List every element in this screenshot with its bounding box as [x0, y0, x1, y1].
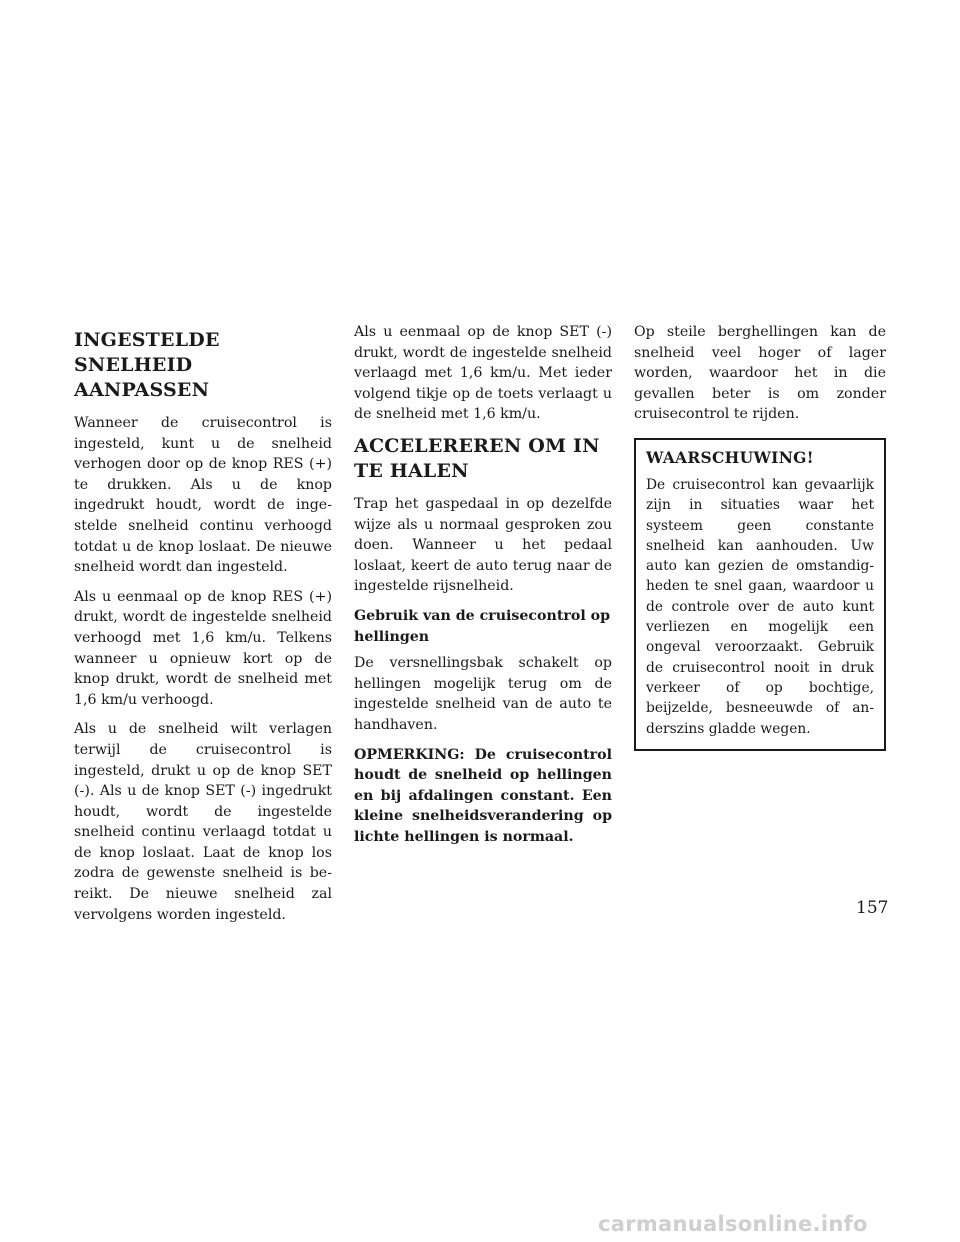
subheading-hills: Gebruik van de cruisecontrol op hellingen [354, 607, 611, 645]
paragraph: Wanneer de cruisecontrol is ingesteld, kunt u de snelheid verhogen door op de knop RES (+) te drukken. Als u de knop ingedrukt houdt, wordt de ingestelde snelheid continu verhoogd totdat u de knop loslaat. De nieuwe snelheid wordt dan ingesteld. [74, 415, 332, 576]
paragraph: Als u eenmaal op de knop SET (-) drukt, wordt de ingestelde snelheid verlaagd met 1,6 km/u. Met ieder volgend tikje op de toets verlaagt u de snelheid met 1,6 km/u. [354, 324, 612, 423]
warning-title: WAARSCHUWING! [646, 447, 814, 467]
warning-box [634, 438, 886, 751]
section-heading-adjust-speed: INGESTELDE SNELHEID AANPASSEN [74, 329, 220, 401]
watermark: carmanualsonline.info [598, 1212, 868, 1236]
paragraph: De versnellingsbak schakelt op hellingen mogelijk terug om de ingestelde snelheid van de auto te handhaven. [354, 655, 612, 733]
column-left [74, 322, 332, 934]
paragraph: Als u eenmaal op de knop RES (+) drukt, wordt de ingestelde snelheid verhoogd met 1,6 km/u. Telkens wanneer u opnieuw kort op de knop drukt, wordt de snelheid met 1,6 km/u verhoogd. [74, 588, 332, 708]
paragraph: Als u de snelheid wilt verlagen terwijl de cruisecontrol is ingesteld, drukt u op de knop SET (-). Als u de knop SET (-) ingedrukt houdt, wordt de ingestelde snelheid continu verlaagd totdat u de knop loslaat. Laat de knop los zodra de gewenste snelheid is bereikt. De nieuwe snelheid zal vervolgens worden ingesteld. [74, 721, 332, 923]
paragraph: Op steile berghellingen kan de snelheid veel hoger of lager worden, waardoor het in die gevallen beter is om zonder cruisecontrol te rijden. [634, 324, 886, 423]
warning-text: De cruisecontrol kan gevaarlijk zijn in situaties waar het systeem geen constante snelheid kan aanhouden. Uw auto kan gezien de omstandigheden te snel gaan, waardoor u de controle over de auto kunt verliezen en mogelijk een ongeval veroorzaakt. Gebruik de cruisecontrol nooit in druk verkeer of op bochtige, beijzelde, besneeuwde of anderszins gladde wegen. [646, 476, 874, 737]
column-right [634, 322, 886, 751]
page-number: 157 [856, 898, 889, 918]
paragraph: Trap het gaspedaal in op dezelfde wijze als u normaal gesproken zou doen. Wanneer u het pedaal loslaat, keert de auto terug naar de ingestelde rijsnelheid. [354, 495, 612, 595]
column-middle [354, 322, 612, 856]
note-paragraph: OPMERKING: De cruisecontrol houdt de snelheid op hellingen en bij afdalingen constant. Een kleine snelheidsverandering op lichte hellingen is normaal. [354, 746, 612, 845]
section-heading-accelerate: ACCELEREREN OM IN TE HALEN [354, 434, 600, 482]
